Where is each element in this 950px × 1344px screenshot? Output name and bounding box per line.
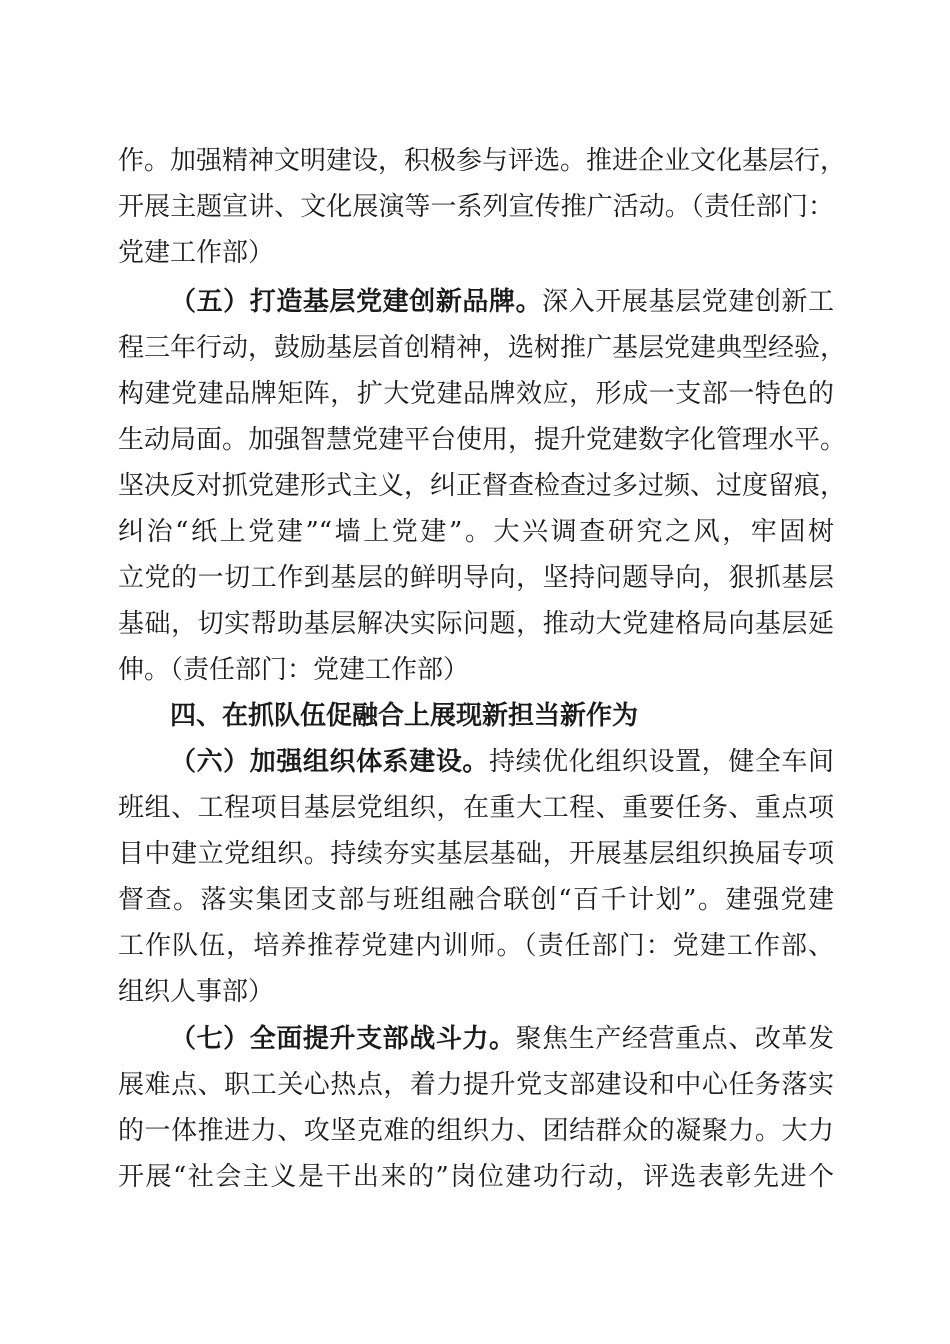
paragraph-line: 伸。（责任部门：党建工作部） — [118, 655, 470, 685]
paragraph-line: 督查。落实集团支部与班组融合联创“百千计划”。建强党建 — [118, 885, 834, 915]
paragraph-line: 的一体推进力、攻坚克难的组织力、团结群众的凝聚力。大力 — [118, 1116, 834, 1146]
paragraph-line: 展难点、职工关心热点，着力提升党支部建设和中心任务落实 — [118, 1070, 834, 1100]
paragraph-line: 班组、工程项目基层党组织，在重大工程、重要任务、重点项 — [118, 793, 834, 823]
section-six-title: （六）加强组织体系建设。 — [170, 747, 489, 777]
section-seven-first-line — [170, 1022, 834, 1056]
section-seven-title: （七）全面提升支部战斗力。 — [170, 1024, 516, 1054]
paragraph-line: 组织人事部） — [118, 977, 275, 1007]
paragraph-line: 作。加强精神文明建设，积极参与评选。推进企业文化基层行， — [118, 146, 847, 176]
paragraph-line: 坚决反对抓党建形式主义，纠正督查检查过多过频、过度留痕， — [118, 471, 847, 501]
paragraph-line: 开展“社会主义是干出来的”岗位建功行动，评选表彰先进个 — [118, 1162, 834, 1192]
section-seven-text: 聚焦生产经营重点、改革发 — [515, 1024, 834, 1054]
section-five-title: （五）打造基层党建创新品牌。 — [170, 287, 543, 317]
section-four-heading: 四、在抓队伍促融合上展现新担当新作为 — [170, 701, 639, 731]
paragraph-line: 开展主题宣讲、文化展演等一系列宣传推广活动。（责任部门： — [118, 192, 834, 222]
section-five-text: 深入开展基层党建创新工 — [542, 287, 834, 317]
section-six-text: 持续优化组织设置，健全车间 — [489, 747, 834, 777]
paragraph-line: 立党的一切工作到基层的鲜明导向，坚持问题导向，狠抓基层 — [118, 563, 834, 593]
paragraph-line: 生动局面。加强智慧党建平台使用，提升党建数字化管理水平。 — [118, 425, 847, 455]
section-five-first-line — [170, 285, 834, 319]
paragraph-line: 工作队伍，培养推荐党建内训师。（责任部门：党建工作部、 — [118, 931, 834, 961]
section-six-first-line — [170, 745, 834, 779]
paragraph-line: 纠治“纸上党建”“墙上党建”。大兴调查研究之风，牢固树 — [118, 517, 834, 547]
paragraph-line: 程三年行动，鼓励基层首创精神，选树推广基层党建典型经验， — [118, 333, 847, 363]
paragraph-line: 构建党建品牌矩阵，扩大党建品牌效应，形成一支部一特色的 — [118, 379, 834, 409]
paragraph-line: 目中建立党组织。持续夯实基层基础，开展基层组织换届专项 — [118, 839, 834, 869]
paragraph-line: 基础，切实帮助基层解决实际问题，推动大党建格局向基层延 — [118, 609, 834, 639]
paragraph-line: 党建工作部） — [118, 238, 275, 268]
